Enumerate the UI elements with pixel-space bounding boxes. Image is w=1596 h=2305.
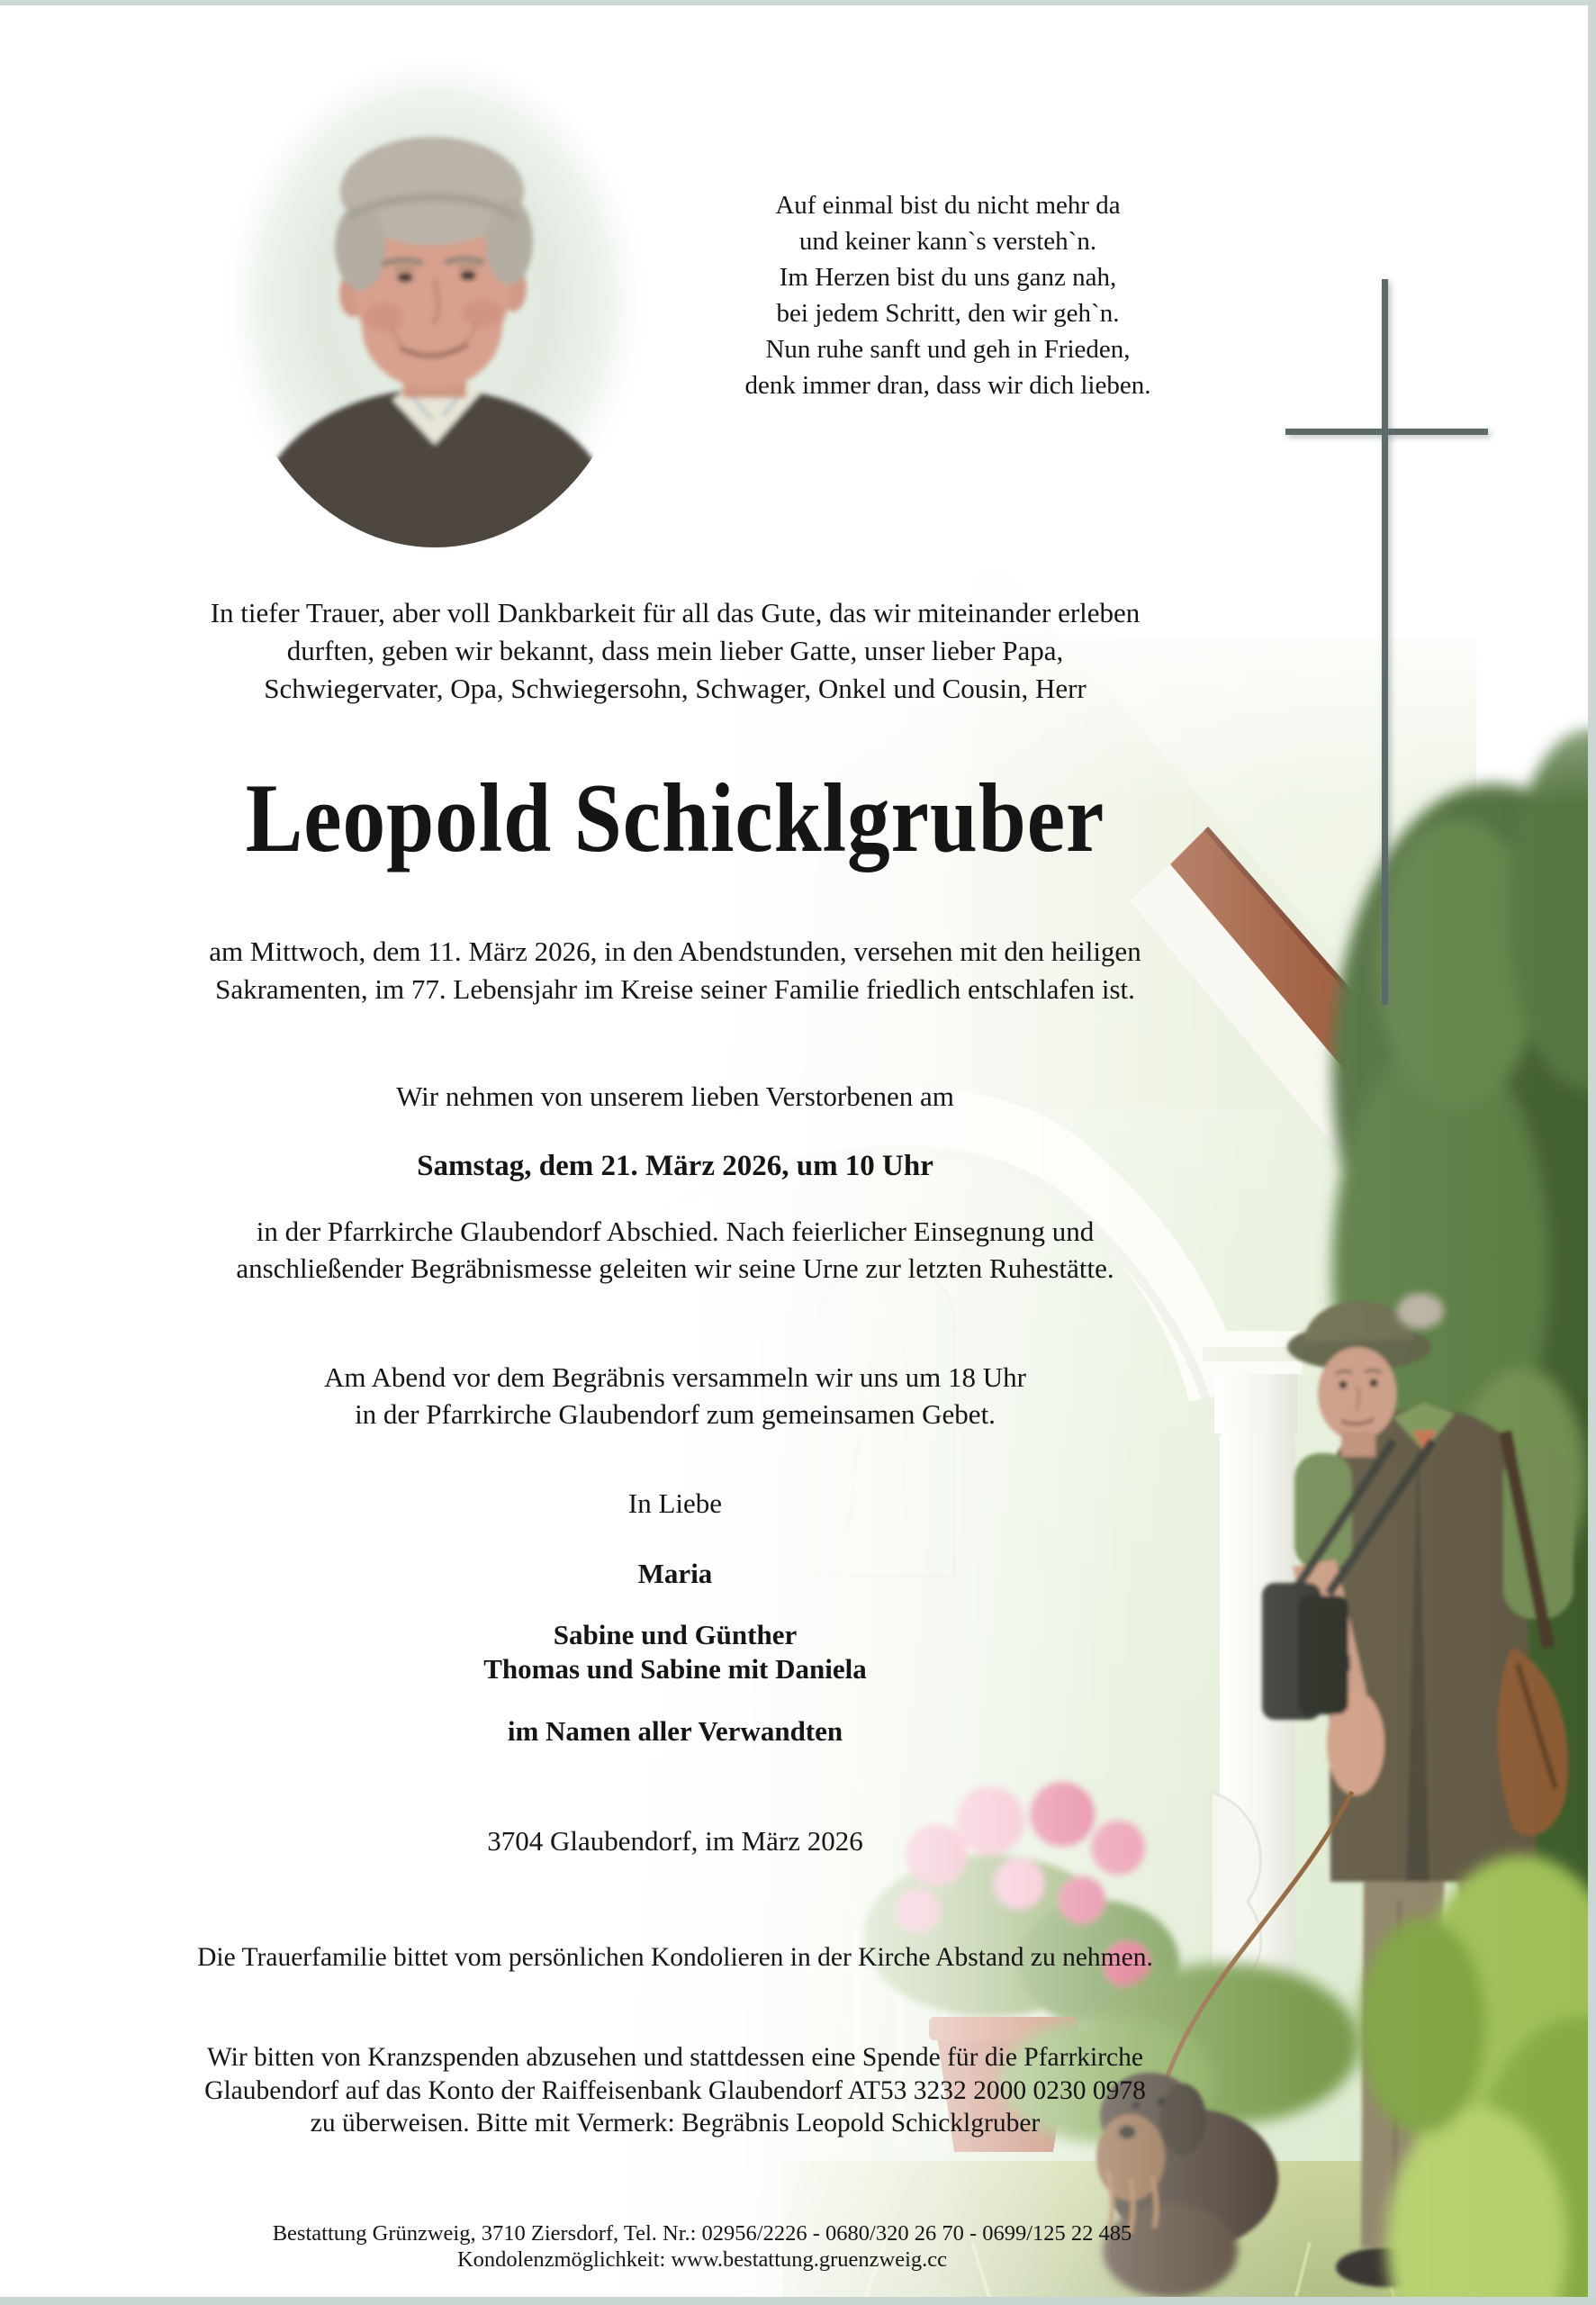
vigil-line: Am Abend vor dem Begräbnis versammeln wir uns um 18 Uhr: [323, 1361, 1027, 1393]
mourner-widow: Maria: [637, 1558, 713, 1589]
mourner-family-line: Thomas und Sabine mit Daniela: [483, 1653, 867, 1685]
donation-line: Wir bitten von Kranzspenden abzusehen und stattdessen eine Spende für die Pfarrkirche: [207, 2043, 1143, 2072]
death-details: [27, 933, 1323, 1008]
memorial-cross-icon: [1382, 279, 1388, 1005]
place-and-date: 3704 Glaubendorf, im März 2026: [487, 1825, 863, 1857]
donation-line: zu überweisen. Bitte mit Vermerk: Begräbnis Leopold Schicklgruber: [310, 2109, 1041, 2138]
farewell-details: [27, 1213, 1323, 1287]
farewell-intro: Wir nehmen von unserem lieben Verstorbenen am: [396, 1080, 954, 1112]
condolence-website: Kondolenzmöglichkeit: www.bestattung.gruenzweig.cc: [456, 2247, 948, 2272]
page-edge-bottom: [0, 2297, 1596, 2305]
donation-line: Glaubendorf auf das Konto der Raiffeisenbank Glaubendorf AT53 3232 2000 0230 0978: [204, 2075, 1146, 2105]
memorial-poem: [624, 187, 1272, 403]
deceased-name: Leopold Schicklgruber: [245, 764, 1105, 872]
page-edge-right: [1588, 0, 1596, 2305]
page-edge-top: [0, 0, 1596, 5]
mourner-family: [27, 1618, 1323, 1686]
farewell-details-line: anschließender Begräbnismesse geleiten wir seine Urne zur letzten Ruhestätte.: [236, 1252, 1114, 1284]
vigil-info: [27, 1359, 1323, 1433]
poem-line: denk immer dran, dass wir dich lieben.: [744, 371, 1151, 400]
funeral-home-footer: [41, 2220, 1364, 2273]
poem-line: Nun ruhe sanft und geh in Frieden,: [765, 335, 1131, 364]
death-details-line: am Mittwoch, dem 11. März 2026, in den Abendstunden, versehen mit den heiligen: [209, 936, 1141, 967]
announcement-line: In tiefer Trauer, aber voll Dankbarkeit für all das Gute, das wir miteinander erleben: [210, 597, 1141, 628]
poem-line: und keiner kann`s versteh`n.: [798, 227, 1097, 256]
farewell-details-line: in der Pfarrkirche Glaubendorf Abschied. Nach feierlicher Einsegnung und: [256, 1216, 1095, 1247]
memorial-cross-icon: [1285, 429, 1488, 435]
mourner-relatives: im Namen aller Verwandten: [507, 1715, 843, 1747]
donation-note: [27, 2041, 1323, 2140]
condolence-note: Die Trauerfamilie bittet vom persönlichen Kondolieren in der Kirche Abstand zu nehmen.: [197, 1943, 1153, 1972]
eye: [460, 271, 476, 281]
death-details-line: Sakramenten, im 77. Lebensjahr im Kreise seiner Familie friedlich entschlafen ist.: [215, 973, 1135, 1005]
announcement-paragraph: [27, 594, 1323, 708]
announcement-line: durften, geben wir bekannt, dass mein lieber Gatte, unser lieber Papa,: [286, 635, 1064, 666]
eye: [397, 273, 413, 283]
announcement-line: Schwiegervater, Opa, Schwiegersohn, Schwager, Onkel und Cousin, Herr: [264, 673, 1087, 704]
funeral-home-contact: Bestattung Grünzweig, 3710 Ziersdorf, Tel. Nr.: 02956/2226 - 0680/320 26 70 - 0699/125 22 485: [272, 2221, 1132, 2246]
mourner-family-line: Sabine und Günther: [553, 1619, 798, 1650]
mourning-salutation: In Liebe: [627, 1487, 723, 1519]
poem-line: Im Herzen bist du uns ganz nah,: [779, 263, 1117, 292]
portrait-photo: [223, 56, 646, 560]
vigil-line: in der Pfarrkirche Glaubendorf zum gemeinsamen Gebet.: [355, 1398, 996, 1430]
poem-line: Auf einmal bist du nicht mehr da: [775, 191, 1121, 220]
farewell-date: Samstag, dem 21. März 2026, um 10 Uhr: [417, 1150, 933, 1182]
poem-line: bei jedem Schritt, den wir geh`n.: [776, 299, 1120, 328]
